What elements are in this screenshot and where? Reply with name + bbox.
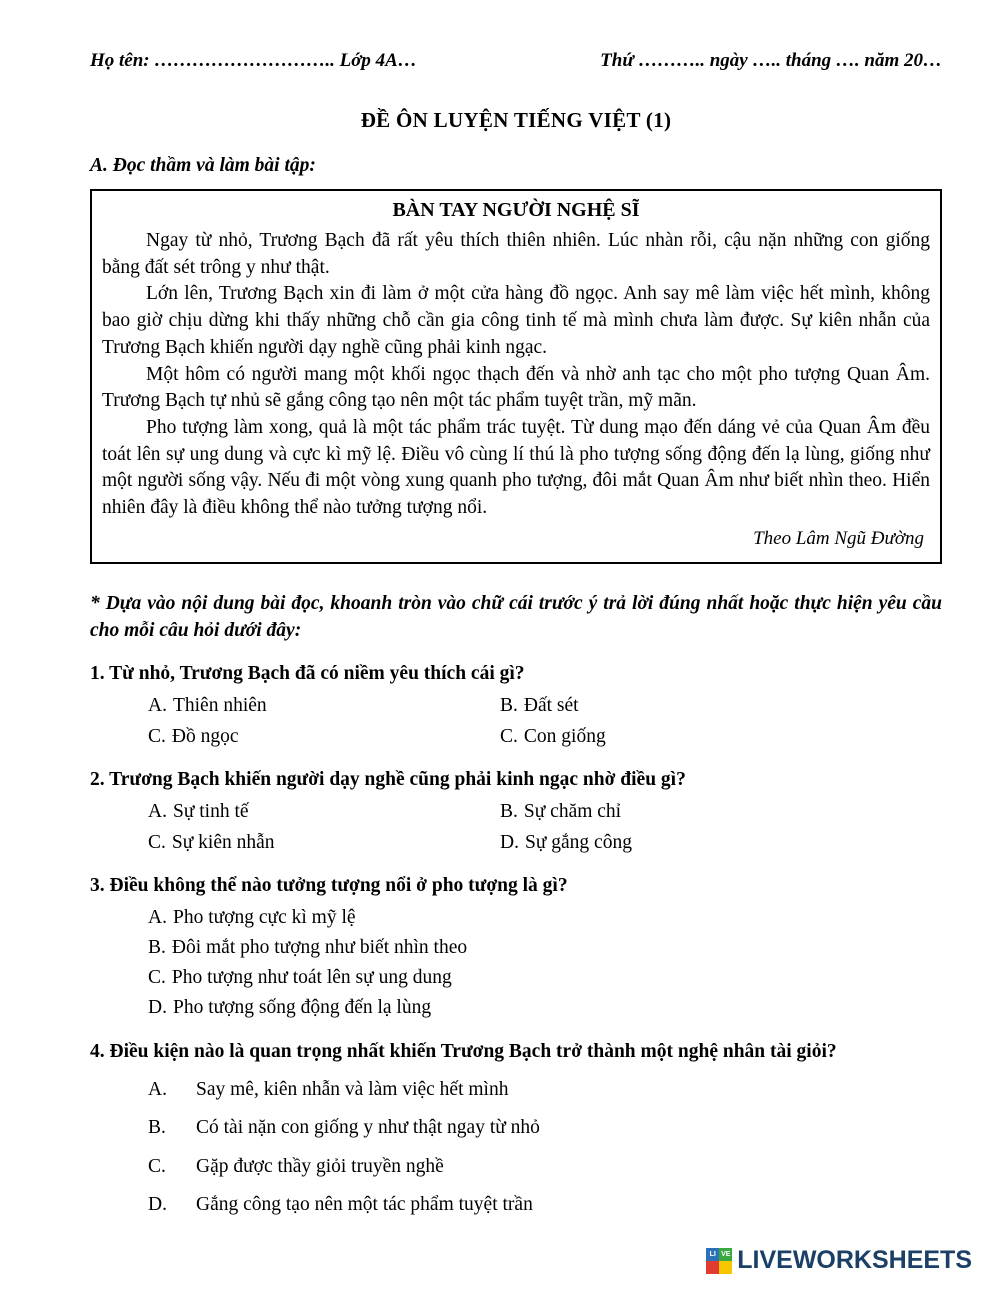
question-2	[90, 767, 942, 856]
question-3-option-a[interactable]	[148, 905, 942, 931]
question-1-option-c[interactable]	[148, 724, 500, 750]
option-text: Thiên nhiên	[172, 694, 267, 716]
passage-paragraph: Một hôm có người mang một khối ngọc thạch đến và nhờ anh tạc cho một pho tượng Quan Âm. Trương Bạch tự nhủ sẽ gắng công tạo nên một tác phẩm tuyệt trần, mỹ mãn.	[102, 363, 930, 412]
section-a-heading: A. Đọc thầm và làm bài tập:	[90, 155, 316, 176]
option-letter: B.	[500, 694, 518, 716]
option-letter: A.	[148, 1079, 167, 1101]
option-text: Sự gắng công	[524, 831, 632, 853]
question-2-text: 2. Trương Bạch khiến người dạy nghề cũng phải kinh ngạc nhờ điều gì?	[90, 769, 686, 791]
logo-block-ve: VE	[719, 1248, 732, 1261]
option-text: Con giống	[523, 725, 606, 747]
option-text: Đồ ngọc	[171, 725, 239, 747]
question-4-option-b[interactable]	[148, 1115, 942, 1141]
option-text: Sự chăm chỉ	[523, 800, 622, 822]
option-text: Pho tượng sống động đến lạ lùng	[172, 997, 432, 1019]
option-text: Sự kiên nhẫn	[171, 831, 275, 853]
question-4-option-a[interactable]	[148, 1077, 942, 1103]
question-4	[90, 1039, 942, 1219]
question-1	[90, 661, 942, 750]
question-2-options	[148, 799, 942, 857]
question-3-text: 3. Điều không thể nào tưởng tượng nổi ở pho tượng là gì?	[90, 875, 568, 897]
option-letter: C.	[148, 967, 166, 989]
question-3	[90, 873, 942, 1022]
option-letter: C.	[148, 725, 166, 747]
question-1-option-b[interactable]	[500, 693, 942, 719]
passage-paragraph: Ngay từ nhỏ, Trương Bạch đã rất yêu thích thiên nhiên. Lúc nhàn rỗi, cậu nặn những con giống bằng đất sét trông y như thật.	[102, 230, 930, 278]
question-3-option-b[interactable]	[148, 935, 942, 961]
question-1-option-d[interactable]	[500, 724, 942, 750]
question-1-options	[148, 693, 942, 751]
option-letter: C.	[148, 831, 166, 853]
option-letter: D.	[148, 1194, 167, 1216]
option-text: Đất sét	[523, 694, 579, 716]
passage-title: BÀN TAY NGƯỜI NGHỆ SĨ	[392, 199, 640, 221]
question-1-option-a[interactable]	[148, 693, 500, 719]
logo-block-yellow	[719, 1261, 732, 1274]
reading-passage-box	[90, 189, 942, 564]
liveworksheets-icon	[706, 1248, 732, 1274]
header-row	[90, 50, 942, 72]
passage-paragraph: Pho tượng làm xong, quả là một tác phẩm trác tuyệt. Từ dung mạo đến dáng vẻ của Quan Âm đều toát lên sự ung dung và cực kì mỹ lệ. Điều vô cùng lí thú là pho tượng sống động đến lạ lùng, giống như một người sống vậy. Nếu đi một vòng xung quanh pho tượng, đôi mắt Quan Âm như biết nhìn theo. Hiển nhiên đây là điều không thể nào tưởng tượng nổi.	[102, 416, 930, 519]
option-letter: B.	[148, 1117, 166, 1139]
question-3-option-c[interactable]	[148, 965, 942, 991]
option-letter: B.	[500, 800, 518, 822]
liveworksheets-logo[interactable]	[706, 1246, 972, 1275]
option-letter: A.	[148, 906, 167, 928]
option-text: Pho tượng như toát lên sự ung dung	[171, 967, 452, 989]
question-4-text: 4. Điều kiện nào là quan trọng nhất khiến Trương Bạch trở thành một nghệ nhân tài giỏi?	[90, 1040, 837, 1062]
option-text: Gặp được thầy giỏi truyền nghề	[196, 1155, 444, 1177]
option-text: Say mê, kiên nhẫn và làm việc hết mình	[196, 1079, 509, 1101]
option-text: Có tài nặn con giống y như thật ngay từ nhỏ	[196, 1117, 540, 1139]
option-text: Đôi mắt pho tượng như biết nhìn theo	[171, 936, 468, 958]
option-letter: D.	[500, 831, 519, 853]
passage-paragraph: Lớn lên, Trương Bạch xin đi làm ở một cửa hàng đồ ngọc. Anh say mê làm việc hết mình, không bao giờ chịu dừng khi thấy những chỗ cần gia công tinh tế mà mình chưa làm được. Sự kiên nhẫn của Trương Bạch khiến người dạy nghề cũng phải kinh ngạc.	[102, 283, 930, 358]
question-3-options	[148, 905, 942, 1022]
option-text: Sự tinh tế	[172, 800, 249, 822]
question-2-option-b[interactable]	[500, 799, 942, 825]
passage-attribution: Theo Lâm Ngũ Đường	[753, 527, 924, 549]
option-text: Gắng công tạo nên một tác phẩm tuyệt trần	[196, 1194, 533, 1216]
option-letter: B.	[148, 936, 166, 958]
liveworksheets-wordmark: LIVEWORKSHEETS	[737, 1246, 972, 1274]
option-letter: A.	[148, 694, 167, 716]
option-letter: A.	[148, 800, 167, 822]
option-letter: D.	[148, 997, 167, 1019]
option-letter: C.	[148, 1155, 166, 1177]
question-4-options	[148, 1077, 942, 1218]
question-2-option-a[interactable]	[148, 799, 500, 825]
option-letter: C.	[500, 725, 518, 747]
student-name-line: Họ tên: ……………………….. Lớp 4A…	[90, 50, 417, 71]
question-1-text: 1. Từ nhỏ, Trương Bạch đã có niềm yêu thích cái gì?	[90, 663, 525, 685]
option-text: Pho tượng cực kì mỹ lệ	[172, 906, 356, 928]
page-title: ĐỀ ÔN LUYỆN TIẾNG VIỆT (1)	[360, 108, 672, 132]
question-4-option-d[interactable]	[148, 1192, 942, 1218]
date-line: Thứ ……….. ngày ….. tháng …. năm 20…	[600, 50, 942, 71]
question-2-option-c[interactable]	[148, 830, 500, 856]
question-2-option-d[interactable]	[500, 830, 942, 856]
logo-block-li: LI	[706, 1248, 719, 1261]
question-3-option-d[interactable]	[148, 995, 942, 1021]
instruction-text: * Dựa vào nội dung bài đọc, khoanh tròn vào chữ cái trước ý trả lời đúng nhất hoặc thực hiện yêu cầu cho mỗi câu hỏi dưới đây:	[90, 592, 942, 642]
question-4-option-c[interactable]	[148, 1154, 942, 1180]
logo-block-red	[706, 1261, 719, 1274]
